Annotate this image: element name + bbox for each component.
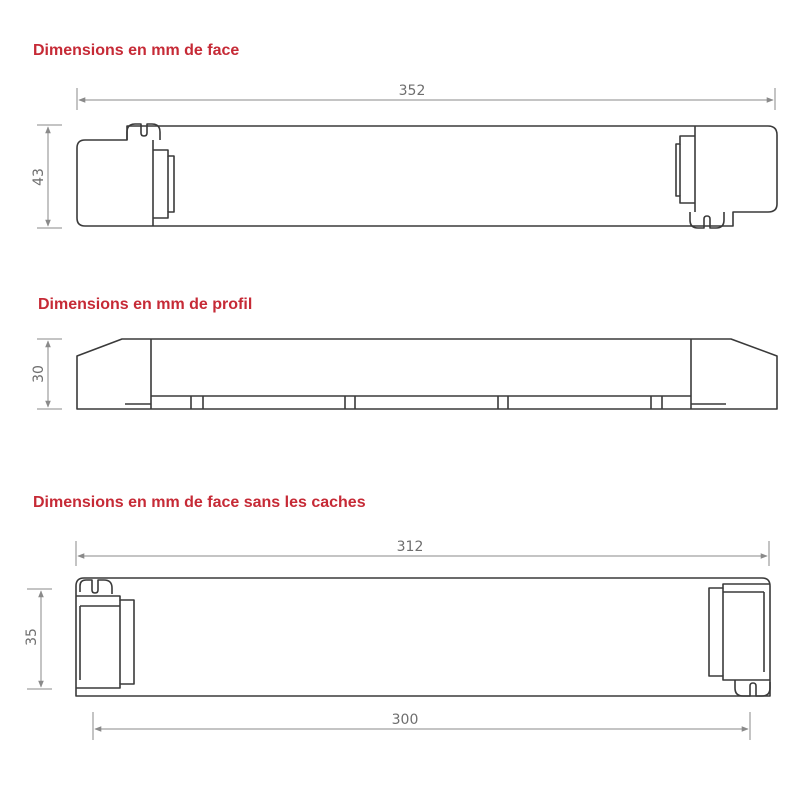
dimension-label-35: 35 [24, 628, 40, 646]
heading-profil: Dimensions en mm de profil [38, 296, 253, 313]
dimension-label-312: 312 [396, 539, 424, 555]
profile-view [31, 339, 777, 409]
dimension-label-300: 300 [391, 712, 419, 728]
dimension-label-30: 30 [31, 365, 47, 383]
heading-face-sans-caches: Dimensions en mm de face sans les caches [33, 494, 366, 511]
dimension-height-35 [24, 589, 52, 689]
dimension-height-30 [31, 339, 62, 409]
dimension-label-43: 43 [31, 168, 47, 186]
face-without-caps-view [24, 539, 770, 740]
face-without-caps-body-outline [76, 578, 770, 696]
dimension-height-43 [31, 125, 62, 228]
profile-body-outline [77, 339, 777, 409]
face-body-outline [77, 126, 777, 226]
dimension-length-352 [77, 83, 775, 110]
face-view [31, 83, 777, 228]
dimension-label-352: 352 [398, 83, 426, 99]
dimension-length-300 [93, 712, 750, 740]
heading-face: Dimensions en mm de face [33, 42, 240, 59]
dimension-length-312 [76, 539, 769, 566]
